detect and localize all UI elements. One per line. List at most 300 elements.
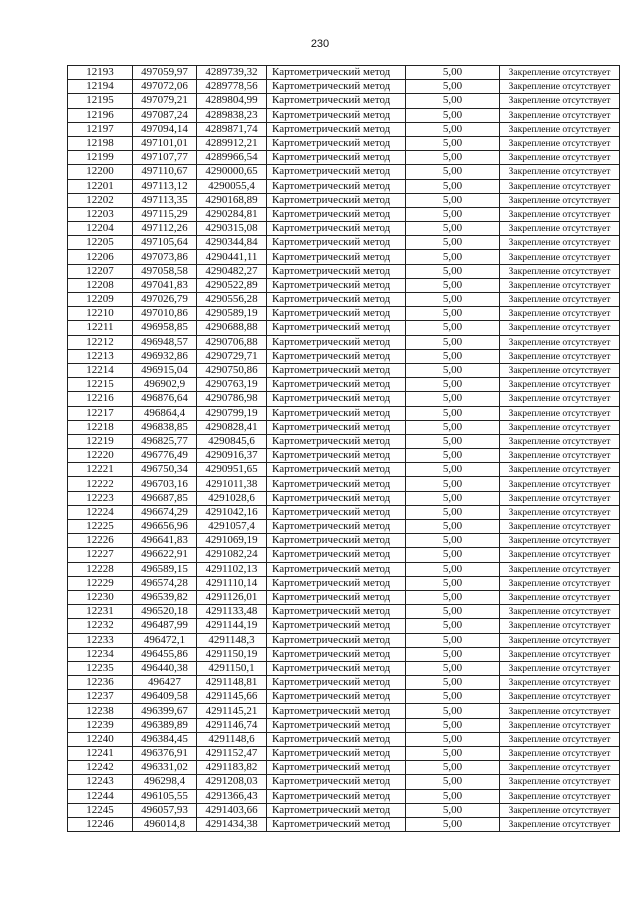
point-number-cell: 12242 [68, 761, 133, 775]
table-row [68, 321, 620, 335]
fixing-cell: Закрепление отсутствует [500, 449, 620, 463]
point-number-cell: 12238 [68, 704, 133, 718]
method-cell: Картометрический метод [267, 108, 406, 122]
fixing-cell: Закрепление отсутствует [500, 335, 620, 349]
table-row [68, 534, 620, 548]
method-cell: Картометрический метод [267, 477, 406, 491]
x-coordinate-cell: 497094,14 [133, 122, 197, 136]
table-row [68, 590, 620, 604]
point-number-cell: 12222 [68, 477, 133, 491]
accuracy-cell: 5,00 [406, 775, 500, 789]
fixing-cell: Закрепление отсутствует [500, 505, 620, 519]
method-cell: Картометрический метод [267, 207, 406, 221]
coordinates-table-body [68, 66, 620, 832]
y-coordinate-cell: 4291028,6 [197, 491, 267, 505]
y-coordinate-cell: 4291150,19 [197, 647, 267, 661]
point-number-cell: 12234 [68, 647, 133, 661]
y-coordinate-cell: 4290916,37 [197, 449, 267, 463]
accuracy-cell: 5,00 [406, 747, 500, 761]
y-coordinate-cell: 4290706,88 [197, 335, 267, 349]
point-number-cell: 12212 [68, 335, 133, 349]
accuracy-cell: 5,00 [406, 66, 500, 80]
accuracy-cell: 5,00 [406, 761, 500, 775]
accuracy-cell: 5,00 [406, 378, 500, 392]
table-row [68, 349, 620, 363]
method-cell: Картометрический метод [267, 136, 406, 150]
table-row [68, 661, 620, 675]
y-coordinate-cell: 4291366,43 [197, 789, 267, 803]
y-coordinate-cell: 4289778,56 [197, 80, 267, 94]
table-row [68, 222, 620, 236]
fixing-cell: Закрепление отсутствует [500, 250, 620, 264]
accuracy-cell: 5,00 [406, 151, 500, 165]
page-number: 230 [310, 38, 330, 50]
fixing-cell: Закрепление отсутствует [500, 520, 620, 534]
y-coordinate-cell: 4290589,19 [197, 307, 267, 321]
y-coordinate-cell: 4291434,38 [197, 817, 267, 831]
fixing-cell: Закрепление отсутствует [500, 66, 620, 80]
x-coordinate-cell: 497113,35 [133, 193, 197, 207]
accuracy-cell: 5,00 [406, 122, 500, 136]
fixing-cell: Закрепление отсутствует [500, 704, 620, 718]
table-row [68, 718, 620, 732]
x-coordinate-cell: 496958,85 [133, 321, 197, 335]
method-cell: Картометрический метод [267, 278, 406, 292]
y-coordinate-cell: 4291148,6 [197, 732, 267, 746]
accuracy-cell: 5,00 [406, 434, 500, 448]
fixing-cell: Закрепление отсутствует [500, 803, 620, 817]
table-row [68, 449, 620, 463]
accuracy-cell: 5,00 [406, 633, 500, 647]
method-cell: Картометрический метод [267, 562, 406, 576]
fixing-cell: Закрепление отсутствует [500, 207, 620, 221]
y-coordinate-cell: 4291145,21 [197, 704, 267, 718]
point-number-cell: 12236 [68, 676, 133, 690]
x-coordinate-cell: 496384,45 [133, 732, 197, 746]
table-row [68, 732, 620, 746]
accuracy-cell: 5,00 [406, 449, 500, 463]
point-number-cell: 12228 [68, 562, 133, 576]
point-number-cell: 12201 [68, 179, 133, 193]
y-coordinate-cell: 4290315,08 [197, 222, 267, 236]
method-cell: Картометрический метод [267, 94, 406, 108]
x-coordinate-cell: 497059,97 [133, 66, 197, 80]
y-coordinate-cell: 4290556,28 [197, 293, 267, 307]
point-number-cell: 12205 [68, 236, 133, 250]
accuracy-cell: 5,00 [406, 278, 500, 292]
table-row [68, 789, 620, 803]
accuracy-cell: 5,00 [406, 94, 500, 108]
x-coordinate-cell: 496539,82 [133, 590, 197, 604]
method-cell: Картометрический метод [267, 420, 406, 434]
y-coordinate-cell: 4291145,66 [197, 690, 267, 704]
method-cell: Картометрический метод [267, 80, 406, 94]
fixing-cell: Закрепление отсутствует [500, 406, 620, 420]
table-row [68, 817, 620, 831]
method-cell: Картометрический метод [267, 193, 406, 207]
table-row [68, 420, 620, 434]
y-coordinate-cell: 4290000,65 [197, 165, 267, 179]
y-coordinate-cell: 4291102,13 [197, 562, 267, 576]
method-cell: Картометрический метод [267, 293, 406, 307]
y-coordinate-cell: 4291057,4 [197, 520, 267, 534]
y-coordinate-cell: 4291110,14 [197, 576, 267, 590]
fixing-cell: Закрепление отсутствует [500, 236, 620, 250]
fixing-cell: Закрепление отсутствует [500, 761, 620, 775]
table-row [68, 647, 620, 661]
table-row [68, 676, 620, 690]
x-coordinate-cell: 496105,55 [133, 789, 197, 803]
point-number-cell: 12209 [68, 293, 133, 307]
accuracy-cell: 5,00 [406, 789, 500, 803]
y-coordinate-cell: 4291148,3 [197, 633, 267, 647]
point-number-cell: 12204 [68, 222, 133, 236]
y-coordinate-cell: 4291150,1 [197, 661, 267, 675]
point-number-cell: 12206 [68, 250, 133, 264]
fixing-cell: Закрепление отсутствует [500, 491, 620, 505]
x-coordinate-cell: 496703,16 [133, 477, 197, 491]
method-cell: Картометрический метод [267, 264, 406, 278]
x-coordinate-cell: 496948,57 [133, 335, 197, 349]
x-coordinate-cell: 496487,99 [133, 619, 197, 633]
table-row [68, 605, 620, 619]
point-number-cell: 12221 [68, 463, 133, 477]
table-row [68, 520, 620, 534]
point-number-cell: 12208 [68, 278, 133, 292]
method-cell: Картометрический метод [267, 505, 406, 519]
table-row [68, 136, 620, 150]
point-number-cell: 12223 [68, 491, 133, 505]
method-cell: Картометрический метод [267, 690, 406, 704]
fixing-cell: Закрепление отсутствует [500, 278, 620, 292]
method-cell: Картометрический метод [267, 335, 406, 349]
y-coordinate-cell: 4289838,23 [197, 108, 267, 122]
method-cell: Картометрический метод [267, 491, 406, 505]
y-coordinate-cell: 4290055,4 [197, 179, 267, 193]
x-coordinate-cell: 496057,93 [133, 803, 197, 817]
method-cell: Картометрический метод [267, 236, 406, 250]
table-row [68, 207, 620, 221]
point-number-cell: 12230 [68, 590, 133, 604]
x-coordinate-cell: 497072,06 [133, 80, 197, 94]
table-row [68, 66, 620, 80]
accuracy-cell: 5,00 [406, 619, 500, 633]
fixing-cell: Закрепление отсутствует [500, 136, 620, 150]
x-coordinate-cell: 497073,86 [133, 250, 197, 264]
method-cell: Картометрический метод [267, 775, 406, 789]
point-number-cell: 12245 [68, 803, 133, 817]
fixing-cell: Закрепление отсутствует [500, 420, 620, 434]
table-row [68, 378, 620, 392]
method-cell: Картометрический метод [267, 222, 406, 236]
y-coordinate-cell: 4290729,71 [197, 349, 267, 363]
fixing-cell: Закрепление отсутствует [500, 789, 620, 803]
method-cell: Картометрический метод [267, 661, 406, 675]
method-cell: Картометрический метод [267, 803, 406, 817]
table-row [68, 761, 620, 775]
accuracy-cell: 5,00 [406, 704, 500, 718]
y-coordinate-cell: 4289871,74 [197, 122, 267, 136]
method-cell: Картометрический метод [267, 66, 406, 80]
x-coordinate-cell: 496014,8 [133, 817, 197, 831]
table-row [68, 293, 620, 307]
y-coordinate-cell: 4290799,19 [197, 406, 267, 420]
y-coordinate-cell: 4291183,82 [197, 761, 267, 775]
fixing-cell: Закрепление отсутствует [500, 434, 620, 448]
y-coordinate-cell: 4290441,11 [197, 250, 267, 264]
x-coordinate-cell: 496687,85 [133, 491, 197, 505]
method-cell: Картометрический метод [267, 761, 406, 775]
point-number-cell: 12198 [68, 136, 133, 150]
fixing-cell: Закрепление отсутствует [500, 661, 620, 675]
accuracy-cell: 5,00 [406, 321, 500, 335]
accuracy-cell: 5,00 [406, 576, 500, 590]
fixing-cell: Закрепление отсутствует [500, 151, 620, 165]
table-row [68, 463, 620, 477]
point-number-cell: 12226 [68, 534, 133, 548]
table-row [68, 264, 620, 278]
point-number-cell: 12215 [68, 378, 133, 392]
fixing-cell: Закрепление отсутствует [500, 108, 620, 122]
point-number-cell: 12216 [68, 392, 133, 406]
accuracy-cell: 5,00 [406, 392, 500, 406]
fixing-cell: Закрепление отсутствует [500, 817, 620, 831]
point-number-cell: 12220 [68, 449, 133, 463]
x-coordinate-cell: 497115,29 [133, 207, 197, 221]
method-cell: Картометрический метод [267, 307, 406, 321]
method-cell: Картометрический метод [267, 378, 406, 392]
x-coordinate-cell: 497105,64 [133, 236, 197, 250]
fixing-cell: Закрепление отсутствует [500, 307, 620, 321]
table-row [68, 775, 620, 789]
fixing-cell: Закрепление отсутствует [500, 378, 620, 392]
fixing-cell: Закрепление отсутствует [500, 80, 620, 94]
accuracy-cell: 5,00 [406, 505, 500, 519]
point-number-cell: 12195 [68, 94, 133, 108]
accuracy-cell: 5,00 [406, 718, 500, 732]
accuracy-cell: 5,00 [406, 179, 500, 193]
point-number-cell: 12202 [68, 193, 133, 207]
accuracy-cell: 5,00 [406, 349, 500, 363]
point-number-cell: 12194 [68, 80, 133, 94]
fixing-cell: Закрепление отсутствует [500, 619, 620, 633]
x-coordinate-cell: 497087,24 [133, 108, 197, 122]
accuracy-cell: 5,00 [406, 732, 500, 746]
y-coordinate-cell: 4289804,99 [197, 94, 267, 108]
fixing-cell: Закрепление отсутствует [500, 165, 620, 179]
x-coordinate-cell: 496932,86 [133, 349, 197, 363]
point-number-cell: 12237 [68, 690, 133, 704]
point-number-cell: 12224 [68, 505, 133, 519]
method-cell: Картометрический метод [267, 747, 406, 761]
table-row [68, 548, 620, 562]
point-number-cell: 12243 [68, 775, 133, 789]
x-coordinate-cell: 496440,38 [133, 661, 197, 675]
x-coordinate-cell: 496376,91 [133, 747, 197, 761]
table-row [68, 619, 620, 633]
accuracy-cell: 5,00 [406, 222, 500, 236]
point-number-cell: 12239 [68, 718, 133, 732]
x-coordinate-cell: 497107,77 [133, 151, 197, 165]
fixing-cell: Закрепление отсутствует [500, 633, 620, 647]
x-coordinate-cell: 496864,4 [133, 406, 197, 420]
table-row [68, 335, 620, 349]
method-cell: Картометрический метод [267, 704, 406, 718]
accuracy-cell: 5,00 [406, 335, 500, 349]
point-number-cell: 12233 [68, 633, 133, 647]
accuracy-cell: 5,00 [406, 165, 500, 179]
point-number-cell: 12207 [68, 264, 133, 278]
y-coordinate-cell: 4291144,19 [197, 619, 267, 633]
accuracy-cell: 5,00 [406, 590, 500, 604]
fixing-cell: Закрепление отсутствует [500, 747, 620, 761]
fixing-cell: Закрепление отсутствует [500, 548, 620, 562]
table-row [68, 94, 620, 108]
y-coordinate-cell: 4289966,54 [197, 151, 267, 165]
point-number-cell: 12211 [68, 321, 133, 335]
fixing-cell: Закрепление отсутствует [500, 321, 620, 335]
table-row [68, 250, 620, 264]
table-row [68, 108, 620, 122]
x-coordinate-cell: 496656,96 [133, 520, 197, 534]
fixing-cell: Закрепление отсутствует [500, 179, 620, 193]
method-cell: Картометрический метод [267, 250, 406, 264]
y-coordinate-cell: 4291042,16 [197, 505, 267, 519]
method-cell: Картометрический метод [267, 363, 406, 377]
method-cell: Картометрический метод [267, 605, 406, 619]
x-coordinate-cell: 496409,58 [133, 690, 197, 704]
y-coordinate-cell: 4291148,81 [197, 676, 267, 690]
table-row [68, 307, 620, 321]
accuracy-cell: 5,00 [406, 406, 500, 420]
method-cell: Картометрический метод [267, 449, 406, 463]
fixing-cell: Закрепление отсутствует [500, 122, 620, 136]
fixing-cell: Закрепление отсутствует [500, 193, 620, 207]
fixing-cell: Закрепление отсутствует [500, 264, 620, 278]
fixing-cell: Закрепление отсутствует [500, 363, 620, 377]
x-coordinate-cell: 496674,29 [133, 505, 197, 519]
y-coordinate-cell: 4290951,65 [197, 463, 267, 477]
method-cell: Картометрический метод [267, 590, 406, 604]
fixing-cell: Закрепление отсутствует [500, 676, 620, 690]
table-row [68, 236, 620, 250]
accuracy-cell: 5,00 [406, 803, 500, 817]
point-number-cell: 12246 [68, 817, 133, 831]
method-cell: Картометрический метод [267, 349, 406, 363]
point-number-cell: 12203 [68, 207, 133, 221]
y-coordinate-cell: 4289739,32 [197, 66, 267, 80]
point-number-cell: 12217 [68, 406, 133, 420]
accuracy-cell: 5,00 [406, 647, 500, 661]
accuracy-cell: 5,00 [406, 491, 500, 505]
point-number-cell: 12231 [68, 605, 133, 619]
y-coordinate-cell: 4290482,27 [197, 264, 267, 278]
x-coordinate-cell: 497101,01 [133, 136, 197, 150]
method-cell: Картометрический метод [267, 576, 406, 590]
point-number-cell: 12219 [68, 434, 133, 448]
x-coordinate-cell: 496399,67 [133, 704, 197, 718]
x-coordinate-cell: 496455,86 [133, 647, 197, 661]
point-number-cell: 12244 [68, 789, 133, 803]
point-number-cell: 12213 [68, 349, 133, 363]
method-cell: Картометрический метод [267, 633, 406, 647]
fixing-cell: Закрепление отсутствует [500, 392, 620, 406]
method-cell: Картометрический метод [267, 151, 406, 165]
fixing-cell: Закрепление отсутствует [500, 534, 620, 548]
fixing-cell: Закрепление отсутствует [500, 605, 620, 619]
table-row [68, 392, 620, 406]
y-coordinate-cell: 4290786,98 [197, 392, 267, 406]
table-row [68, 505, 620, 519]
x-coordinate-cell: 496298,4 [133, 775, 197, 789]
x-coordinate-cell: 496825,77 [133, 434, 197, 448]
accuracy-cell: 5,00 [406, 108, 500, 122]
y-coordinate-cell: 4290845,6 [197, 434, 267, 448]
accuracy-cell: 5,00 [406, 520, 500, 534]
accuracy-cell: 5,00 [406, 193, 500, 207]
accuracy-cell: 5,00 [406, 534, 500, 548]
y-coordinate-cell: 4291069,19 [197, 534, 267, 548]
accuracy-cell: 5,00 [406, 307, 500, 321]
point-number-cell: 12199 [68, 151, 133, 165]
accuracy-cell: 5,00 [406, 420, 500, 434]
method-cell: Картометрический метод [267, 817, 406, 831]
point-number-cell: 12241 [68, 747, 133, 761]
x-coordinate-cell: 496389,89 [133, 718, 197, 732]
x-coordinate-cell: 497112,26 [133, 222, 197, 236]
x-coordinate-cell: 496622,91 [133, 548, 197, 562]
fixing-cell: Закрепление отсутствует [500, 463, 620, 477]
point-number-cell: 12240 [68, 732, 133, 746]
x-coordinate-cell: 497079,21 [133, 94, 197, 108]
x-coordinate-cell: 496589,15 [133, 562, 197, 576]
table-row [68, 562, 620, 576]
y-coordinate-cell: 4291133,48 [197, 605, 267, 619]
method-cell: Картометрический метод [267, 406, 406, 420]
fixing-cell: Закрепление отсутствует [500, 718, 620, 732]
point-number-cell: 12197 [68, 122, 133, 136]
fixing-cell: Закрепление отсутствует [500, 477, 620, 491]
method-cell: Картометрический метод [267, 732, 406, 746]
table-row [68, 633, 620, 647]
x-coordinate-cell: 496331,02 [133, 761, 197, 775]
accuracy-cell: 5,00 [406, 264, 500, 278]
x-coordinate-cell: 496641,83 [133, 534, 197, 548]
fixing-cell: Закрепление отсутствует [500, 690, 620, 704]
y-coordinate-cell: 4291152,47 [197, 747, 267, 761]
x-coordinate-cell: 496902,9 [133, 378, 197, 392]
method-cell: Картометрический метод [267, 548, 406, 562]
table-row [68, 122, 620, 136]
x-coordinate-cell: 496472,1 [133, 633, 197, 647]
x-coordinate-cell: 496520,18 [133, 605, 197, 619]
table-row [68, 434, 620, 448]
accuracy-cell: 5,00 [406, 363, 500, 377]
y-coordinate-cell: 4290284,81 [197, 207, 267, 221]
y-coordinate-cell: 4289912,21 [197, 136, 267, 150]
method-cell: Картометрический метод [267, 718, 406, 732]
method-cell: Картометрический метод [267, 676, 406, 690]
fixing-cell: Закрепление отсутствует [500, 732, 620, 746]
point-number-cell: 12218 [68, 420, 133, 434]
y-coordinate-cell: 4290522,89 [197, 278, 267, 292]
method-cell: Картометрический метод [267, 619, 406, 633]
y-coordinate-cell: 4290168,89 [197, 193, 267, 207]
point-number-cell: 12235 [68, 661, 133, 675]
point-number-cell: 12193 [68, 66, 133, 80]
table-row [68, 690, 620, 704]
method-cell: Картометрический метод [267, 434, 406, 448]
